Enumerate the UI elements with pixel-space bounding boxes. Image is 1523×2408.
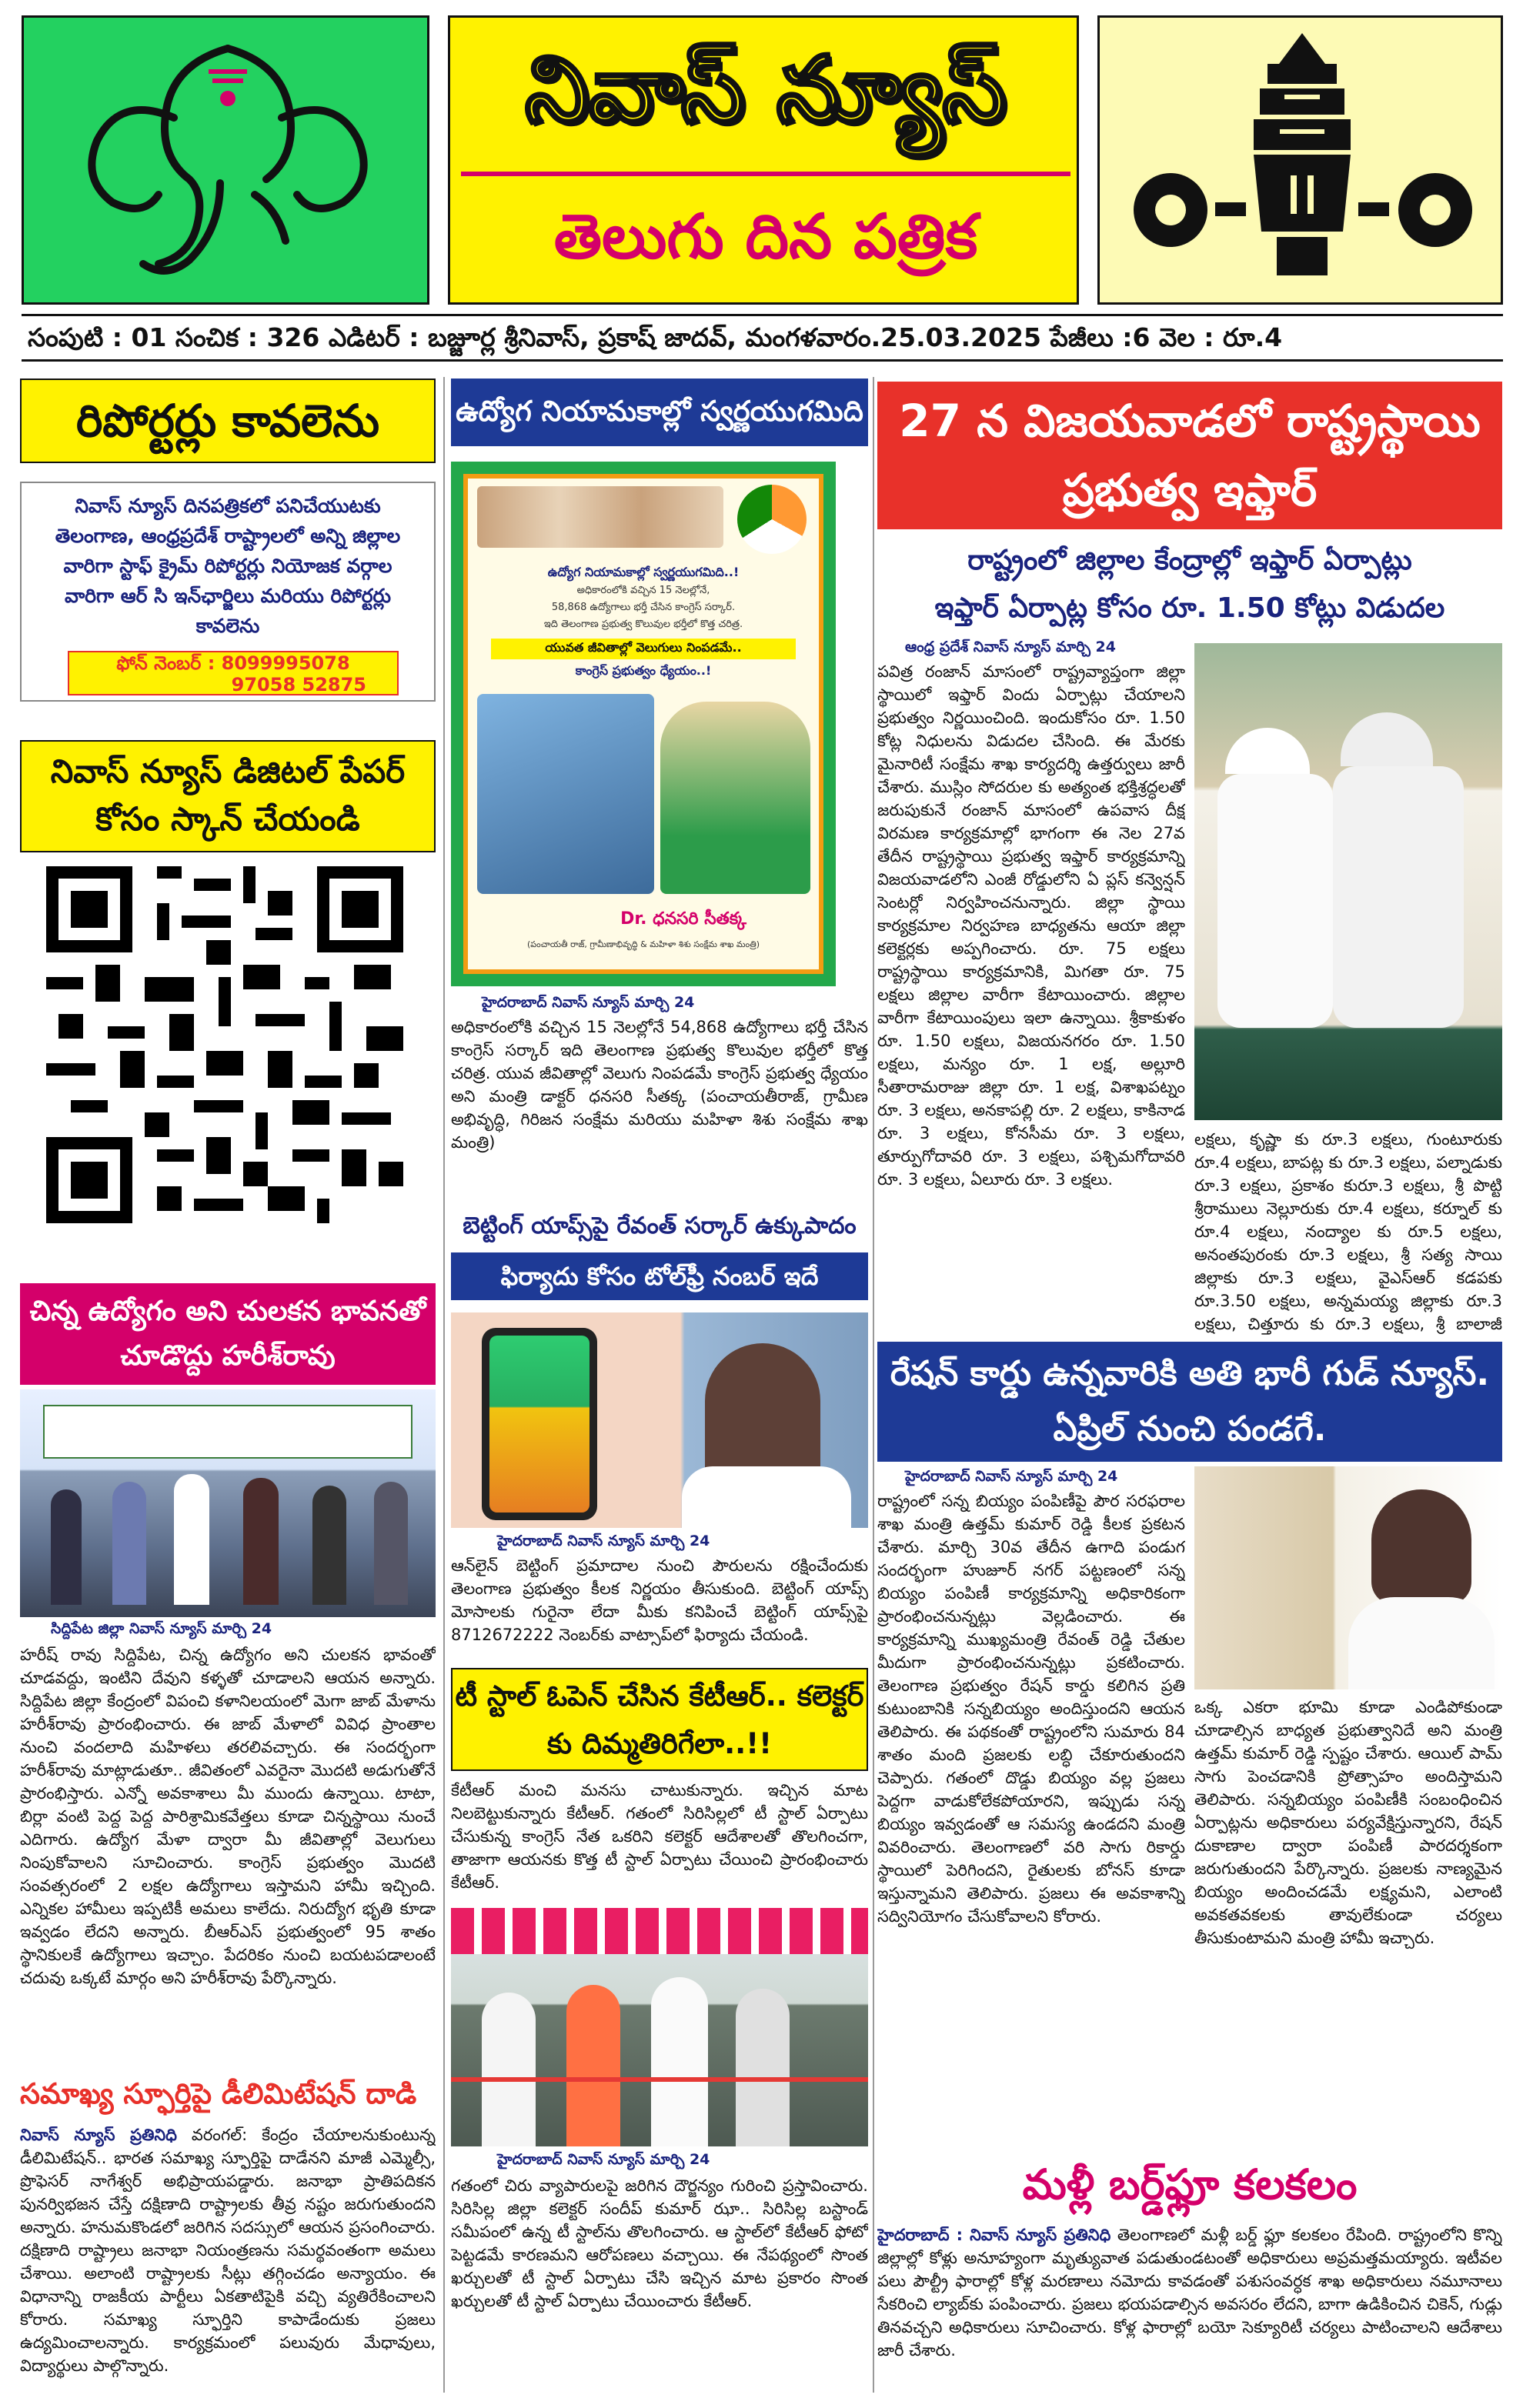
iftar-dateline: ఆంధ్ర ప్రదేశ్ నివాస్ న్యూస్ మార్చి 24 [905,639,1116,655]
poster-footer: (పంచాయతీ రాజ్, గ్రామీణాభివృద్ధి & మహిళా శిశు సంక్షేమ శాఖ మంత్రి) [527,939,760,949]
betting-article-body: ఆన్‌లైన్ బెట్టింగ్ ప్రమాదాల నుంచి పౌరులను రక్షించేందుకు తెలంగాణ ప్రభుత్వం కీలక నిర్ణయం తీసుకుంది. బెట్టింగ్ యాప్స్ మోసాలకు గురైనా లేదా మీకు కనిపించే బెట్టింగ్ యాప్స్‌పై 8712672222 నెంబర్‌కు వాట్సాప్‌లో ఫిర్యాదు చేయండి. [451,1556,868,1644]
leaders-strip [477,486,723,548]
delimitation-article [20,2123,436,2393]
iftar-prayer-photo [1194,643,1502,1120]
bird-flu-heading: మళ్లీ బర్డ్‌ఫ్లూ కలకలం [1022,2160,1358,2209]
poster-line-6: కాంగ్రెస్ ప్రభుత్వం ధ్యేయం..! [575,663,712,678]
poster-photo-left [477,694,654,894]
iftar-article-body-2: లక్షలు, కృష్ణా కు రూ.3 లక్షలు, గుంటూరుకు రూ.4 లక్షలు, బాపట్ల కు రూ.3 లక్షలు, పల్నాడుకు రూ.3 లక్షలు, ప్రకాశం కురూ.3 లక్షలు, శ్రీ పొట్టి శ్రీరాములు నెల్లూరుకు రూ.4 లక్షలు, కర్నూల్ కు రూ.4 లక్షలు, నంద్యాల కు రూ.5 లక్షలు, అనంతపురంకు రూ.3 లక్షలు, శ్రీ సత్య సాయి జిల్లాకు రూ.3 లక్షలు, వైఎస్ఆర్ కడపకు రూ.3.50 లక్షలు, అన్నమయ్య జిల్లాకు రూ.3 లక్షలు, చిత్తూరు కు రూ.3 లక్షలు, శ్రీ బాలాజీ [1194,1130,1502,1333]
digital-paper-heading: నివాస్ న్యూస్ డిజిటల్ పేపర్ కోసం స్కాన్ చేయండి [20,740,436,852]
reporters-wanted-text: నివాస్ న్యూస్ దినపత్రికలో పనిచేయుటకు తెలంగాణ, ఆంధ్రప్రదేశ్ రాష్ట్రాలలో అన్ని జిల్లాల వారిగా స్టాఫ్ క్రైమ్ రిపోర్టర్లు నియోజక వర్గాల వారిగా ఆర్ సి ఇన్‌ఛార్జిలు మరియు రిపోర్టర్లు కావలెను [55,495,401,637]
delimitation-dateline: నివాస్ న్యూస్ ప్రతినిధి [20,2126,177,2144]
bird-flu-article [877,2223,1502,2393]
jobs-dateline: హైదరాబాద్ నివాస్ న్యూస్ మార్చి 24 [482,994,695,1011]
ration-dateline: హైదరాబాద్ నివాస్ న్యూస్ మార్చి 24 [905,1468,1118,1485]
harish-heading: చిన్న ఉద్యోగం అని చులకన భావనతో చూడొద్దు హరీశ్‌రావు [20,1283,436,1385]
ktr-article-body: కేటీఆర్ మంచి మనసు చాటుకున్నారు. ఇచ్చిన మాట నిలబెట్టుకున్నారు కేటీఆర్. గతంలో సిరిసిల్లలో టీ స్టాల్ ఏర్పాటు చేసుకున్న కాంగ్రెస్ నేత ఒకరిని కలెక్టర్ ఆదేశాలతో తొలగించగా, తాజాగా ఆయనకు కొత్త టీ స్టాల్ ఏర్పాటు చేయించి ప్రారంభించారు కేటీఆర్. [451,1781,868,1892]
ration-article-body: రాష్ట్రంలో సన్న బియ్యం పంపిణీపై పౌర సరఫరాల శాఖ మంత్రి ఉత్తమ్ కుమార్ రెడ్డి కీలక ప్రకటన చేశారు. మార్చి 30వ తేదీన ఉగాది పండుగ సందర్భంగా హుజూర్ నగర్ పట్టణంలో సన్న బియ్యం పంపిణీ కార్యక్రమాన్ని అధికారికంగా ప్రారంభించనున్నట్లు వెల్లడించారు. ఈ కార్యక్రమాన్ని ముఖ్యమంత్రి రేవంత్ రెడ్డి చేతుల మీదుగా ప్రారంభించనున్నట్లు ప్రకటించారు. తెలంగాణ ప్రభుత్వం రేషన్ కార్డు కలిగిన ప్రతి కుటుంబానికి సన్నబియ్యం అందిస్తుందని ఆయన తెలిపారు. ఈ పథకంతో రాష్ట్రంలోని సుమారు 84 శాతం మంది ప్రజలకు లబ్ధి చేకూరుతుందని చెప్పారు. గతంలో దొడ్డు బియ్యం వల్ల ప్రజలు పెద్దగా వాడుకోలేకపోయారని, ఇప్పుడు సన్న బియ్యం ఇవ్వడంతో ఆ సమస్య ఉండదని మంత్రి వివరించారు. తెలంగాణలో వరి సాగు రికార్డు స్థాయిలో పెరిగిందని, రైతులకు బోనస్ కూడా ఇస్తున్నామని తెలిపారు. ప్రజలు ఈ అవకాశాన్ని సద్వినియోగం చేసుకోవాలని కోరారు. [877,1492,1185,1926]
congress-jobs-poster [451,462,836,986]
poster-line-2: అధికారంలోకి వచ్చిన 15 నెలల్లోనే, [576,585,710,596]
poster-photo-right [660,702,810,894]
issue-info-bar [22,314,1503,362]
bird-flu-dateline: హైదరాబాద్ : నివాస్ న్యూస్ ప్రతినిధి [877,2226,1111,2244]
delimitation-heading: సమాఖ్య స్ఫూర్తిపై డీలిమిటేషన్ దాడి [20,2077,417,2110]
harish-job-mela-photo [20,1389,436,1617]
phone-number-1[interactable]: ఫోన్ నెంబర్ : 8099995078 [116,652,350,674]
jobs-heading: ఉద్యోగ నియామకాల్లో స్వర్ణయుగమిది [451,379,868,446]
ktr-article-body-2: గతంలో చిరు వ్యాపారులపై జరిగిన దౌర్జన్యం గురించి ప్రస్తావించారు. సిరిసిల్ల జిల్లా కలెక్టర్ సందీప్ కుమార్ ఝా.. సిరిసిల్ల బస్టాండ్ సమీపంలో ఉన్న టీ స్టాల్‌ను తొలగించారు. ఆ స్టాల్‌లో కేటీఆర్ ఫోటో పెట్టడమే కారణమని ఆరోపణలు వచ్చాయి. ఈ నేపథ్యంలో సొంత ఖర్చులతో టీ స్టాల్ ఏర్పాటు చేసి ఇచ్చిన మాట ప్రకారం సొంత ఖర్చులతో టీ స్టాల్ ఏర్పాటు చేయించారు కేటీఆర్. [451,2176,868,2310]
paper-subtitle: తెలుగు దిన పత్రిక [553,201,978,272]
ktr-dateline: హైదరాబాద్ నివాస్ న్యూస్ మార్చి 24 [497,2151,710,2168]
betting-dateline: హైదరాబాద్ నివాస్ న్యూస్ మార్చి 24 [497,1533,710,1549]
title-panel [448,15,1079,305]
reporters-wanted-heading: రిపోర్టర్లు కావలెను [20,379,436,463]
masthead [22,15,1503,312]
betting-app-photo [451,1312,868,1528]
poster-line-1: ఉద్యోగ నియామకాల్లో స్వర్ణయుగమిది..! [547,565,740,579]
balaji-panel [1097,15,1503,305]
jobs-article-body: అధికారంలోకి వచ్చిన 15 నెలల్లోనే 54,868 ఉద్యోగాలు భర్తీ చేసిన కాంగ్రెస్ సర్కార్ ఇది తెలంగాణ ప్రభుత్వ కొలువుల భర్తీలో కొత్త చరిత్ర. యువ జీవితాల్లో వెలుగు నింపడమే కాంగ్రెస్ ప్రభుత్వ ధ్యేయం అని మంత్రి డాక్టర్ ధనసరి సీతక్క (పంచాయతీరాజ్, గ్రామీణ అభివృద్ధి, గిరిజన సంక్షేమ మరియు మహిళా శిశు సంక్షేమ శాఖ మంత్రి) [451,1018,868,1152]
ganesh-logo-icon [24,18,432,307]
poster-line-5: యువత జీవితాల్లో వెలుగులు నింపడమే.. [491,639,796,659]
iftar-article-body: పవిత్ర రంజాన్ మాసంలో రాష్ట్రవ్యాప్తంగా జిల్లా స్థాయిలో ఇఫ్తార్ విందు ఏర్పాట్లు చేయాలని ప్రభుత్వం నిర్ణయించింది. ఇందుకోసం రూ. 1.50 కోట్ల నిధులను విడుదల చేసింది. ఈ మేరకు మైనారిటీ సంక్షేమ శాఖ కార్యదర్శి ఉత్తర్వులు జారీ చేశారు. ముస్లిం సోదరుల కు అత్యంత భక్తిశ్రద్ధలతో జరుపుకునే రంజాన్ మాసంలో ఉపవాస దీక్ష విరమణ కార్యక్రమాల్లో భాగంగా ఈ నెల 27వ తేదీన రాష్ట్రస్థాయి ప్రభుత్వ ఇఫ్తార్ కార్యక్రమాన్ని విజయవాడలోని ఎంజీ రోడ్డులోని ఏ ప్లస్ కన్వెన్షన్ సెంటర్లో నిర్వహించనున్నారు. జిల్లా స్థాయి కార్యక్రమాల నిర్వహణ బాధ్యతను ఆయా జిల్లా కలెక్టర్లకు అప్పగించారు. రూ. 75 లక్షలు రాష్ట్రస్థాయి కార్యక్రమానికి, మిగతా రూ. 75 లక్షలు జిల్లాల వారీగా కేటాయించారు. జిల్లాల వారీగా కేటాయింపులు ఇలా ఉన్నాయి. శ్రీకాకుళం రూ. 1.50 లక్షలు, విజయనగరం రూ. 1.50 లక్షలు, మన్యం రూ. 1 లక్ష, అల్లూరి సీతారామరాజు జిల్లా రూ. 1 లక్ష, విశాఖపట్నం రూ. 3 లక్షలు, అనకాపల్లి రూ. 2 లక్షలు, కాకినాడ రూ. 3 లక్షలు, కోనసీమ రూ. 3 లక్షలు, తూర్పుగోదావరి రూ. 3 లక్షలు, పశ్చిమగోదావరి రూ. 3 లక్షలు, ఏలూరు రూ. 3 లక్షలు. [877,662,1185,1189]
iftar-subheading-2: ఇఫ్తార్ ఏర్పాట్ల కోసం రూ. 1.50 కోట్లు విడుదల [934,592,1445,624]
ganesh-panel [22,15,429,305]
ktr-tea-stall-photo [451,1908,868,2146]
bird-flu-body: తెలంగాణలో మళ్లీ బర్డ్ ఫ్లూ కలకలం రేపింది. రాష్ట్రంలోని కొన్ని జిల్లాల్లో కోళ్లు అనూహ్యంగా మృత్యువాత పడుతుండటంతో అధికారులు అప్రమత్తమయ్యారు. ఇటీవల పలు పౌల్ట్రీ ఫారాల్లో కోళ్ల మరణాలు నమోదు కావడంతో పశుసంవర్ధక శాఖ అధికారులు నమూనాలు సేకరించి ల్యాబ్‌కు పంపించారు. ప్రజలు భయపడాల్సిన అవసరం లేదని, బాగా ఉడికించిన చికెన్, గుడ్లు తినవచ్చని అధికారులు సూచించారు. కోళ్ల ఫారాల్లో బయో సెక్యూరిటీ చర్యలు పాటించాలని ఆదేశాలు జారీ చేశారు. [877,2226,1502,2360]
issue-info-text: సంపుటి : 01 సంచిక : 326 ఎడిటర్ : బజ్జూర్ల శ్రీనివాస్, ప్రకాష్ జాదవ్, మంగళవారం.25.03.2025 పేజీలు :6 వెల : రూ.4 [28,322,1283,352]
reporters-wanted-box [20,482,436,702]
congress-hand-icon [737,485,807,554]
phone-number-2[interactable]: 97058 52875 [231,674,366,695]
column-divider-2 [873,377,874,2393]
betting-heading: బెట్టింగ్ యాప్స్‌పై రేవంత్ సర్కార్ ఉక్కుపాదం ఫిర్యాదు కోసం టోల్‌ఫ్రీ నంబర్ ఇదే [451,1205,868,1306]
uttam-kumar-reddy-photo [1194,1466,1502,1689]
tirupati-balaji-icon [1100,18,1503,307]
iftar-heading: 27 న విజయవాడలో రాష్ట్రస్థాయి ప్రభుత్వ ఇఫ్తార్ [877,382,1502,529]
harish-dateline: సిద్దిపేట జిల్లా నివాస్ న్యూస్ మార్చి 24 [51,1620,272,1637]
ration-heading: రేషన్ కార్డు ఉన్నవారికి అతి భారీ గుడ్ న్యూస్. ఏప్రిల్ నుంచి పండగే. [877,1342,1502,1462]
poster-line-4: ఇది తెలంగాణ ప్రభుత్వ కొలువుల భర్తీలో కొత్త చరిత్ర. [543,619,743,630]
ration-article-body-2: ఒక్క ఎకరా భూమి కూడా ఎండిపోకుండా చూడాల్సిన బాధ్యత ప్రభుత్వానిదే అని మంత్రి ఉత్తమ్ కుమార్ రెడ్డి స్పష్టం చేశారు. ఆయిల్ పామ్ సాగు పెంచడానికి ప్రోత్సాహం అందిస్తామని తెలిపారు. సన్నబియ్యం పంపిణీకి సంబంధించిన ఏర్పాట్లను అధికారులు పర్యవేక్షిస్తున్నారని, రేషన్ దుకాణాల ద్వారా పంపిణీ పారదర్శకంగా జరుగుతుందని పేర్కొన్నారు. ప్రజలకు నాణ్యమైన బియ్యం అందించడమే లక్ష్యమని, ఎలాంటి అవకతవకలకు తావులేకుండా చర్యలు తీసుకుంటామని మంత్రి హామీ ఇచ్చారు. [1194,1698,1502,1947]
ktr-heading: టీ స్టాల్ ఓపెన్ చేసిన కేటీఆర్.. కలెక్టర్ కు దిమ్మతిరిగేలా..!! [451,1668,868,1771]
poster-line-3: 58,868 ఉద్యోగాలు భర్తీ చేసిన కాంగ్రెస్ సర్కార్. [551,602,736,613]
phone-box [68,651,399,695]
column-divider-1 [443,377,445,2393]
iftar-subheading-1: రాష్ట్రంలో జిల్లాల కేంద్రాల్లో ఇఫ్తార్ ఏర్పాట్లు [967,545,1412,576]
qr-code-icon[interactable] [46,862,403,1228]
poster-name: Dr. ధనసరి సీతక్క [620,909,746,929]
delimitation-body: వరంగల్: కేంద్రం చేయాలనుకుంటున్న డీలిమిటేషన్.. భారత సమాఖ్య స్ఫూర్తిపై దాడేనని మాజీ ఎమ్మెల్సీ, ప్రొఫెసర్ నాగేశ్వర్ అభిప్రాయపడ్డారు. జనాభా ప్రాతిపదికన పునర్విభజన చేస్తే దక్షిణాది రాష్ట్రాలకు తీవ్ర నష్టం జరుగుతుందని అన్నారు. హనుమకొండలో జరిగిన సదస్సులో ఆయన ప్రసంగించారు. దక్షిణాది రాష్ట్రాలు జనాభా నియంత్రణను సమర్థవంతంగా అమలు చేశాయి. అలాంటి రాష్ట్రాలకు సీట్లు తగ్గించడం అన్యాయం. ఈ విధానాన్ని రాజకీయ పార్టీలు ఏకతాటిపైకి వచ్చి వ్యతిరేకించాలని కోరారు. సమాఖ్య స్ఫూర్తిని కాపాడేందుకు ప్రజలు ఉద్యమించాలన్నారు. కార్యక్రమంలో పలువురు మేధావులు, విద్యార్థులు పాల్గొన్నారు. [20,2126,436,2375]
title-divider [461,172,1070,176]
harish-article-body: హరీష్ రావు సిద్దిపేట, చిన్న ఉద్యోగం అని చులకన భావంతో చూడవద్దు, ఇంటిని దేవుని కళ్ళతో చూడాలని ఆయన అన్నారు. సిద్దిపేట జిల్లా కేంద్రంలో విపంచి కళానిలయంలో మెగా జాబ్ మేళాను హరీశ్‌రావు ప్రారంభించారు. ఈ జాబ్ మేళాలో వివిధ ప్రాంతాల నుంచి వందలాది మహిళలు తరలివచ్చారు. ఈ సందర్భంగా హరీశ్‌రావు మాట్లాడుతూ.. జీవితంలో ఎవరైనా మొదటి అడుగుతోనే ప్రారంభిస్తారు. ఎన్నో అవకాశాలు మీ ముందు ఉన్నాయి. టాటా, బిర్లా వంటి పెద్ద పెద్ద పారిశ్రామికవేత్తలు కూడా చిన్నస్థాయి నుంచే ఎదిగారు. ఉద్యోగ మేళా ద్వారా మీ జీవితాల్లో వెలుగులు నింపుకోవాలని సూచించారు. కాంగ్రెస్ ప్రభుత్వం మొదటి సంవత్సరంలో 2 లక్షల ఉద్యోగాలు ఇస్తామని హామీ ఇచ్చింది. ఎన్నికల హామీలు ఇప్పటికీ అమలు కాలేదు. నిరుద్యోగ భృతి కూడా ఇవ్వడం లేదని అన్నారు. బీఆర్ఎస్ ప్రభుత్వంలో 95 శాతం స్థానికులకే ఉద్యోగాలు ఇచ్చాం. పేదరికం నుంచి బయటపడాలంటే చదువు ఒక్కటే మార్గం అని హరీశ్‌రావు పేర్కొన్నారు. [20,1646,436,1987]
qr-code[interactable] [46,862,403,1228]
paper-title: నివాస్ న్యూస్ [525,36,1007,142]
